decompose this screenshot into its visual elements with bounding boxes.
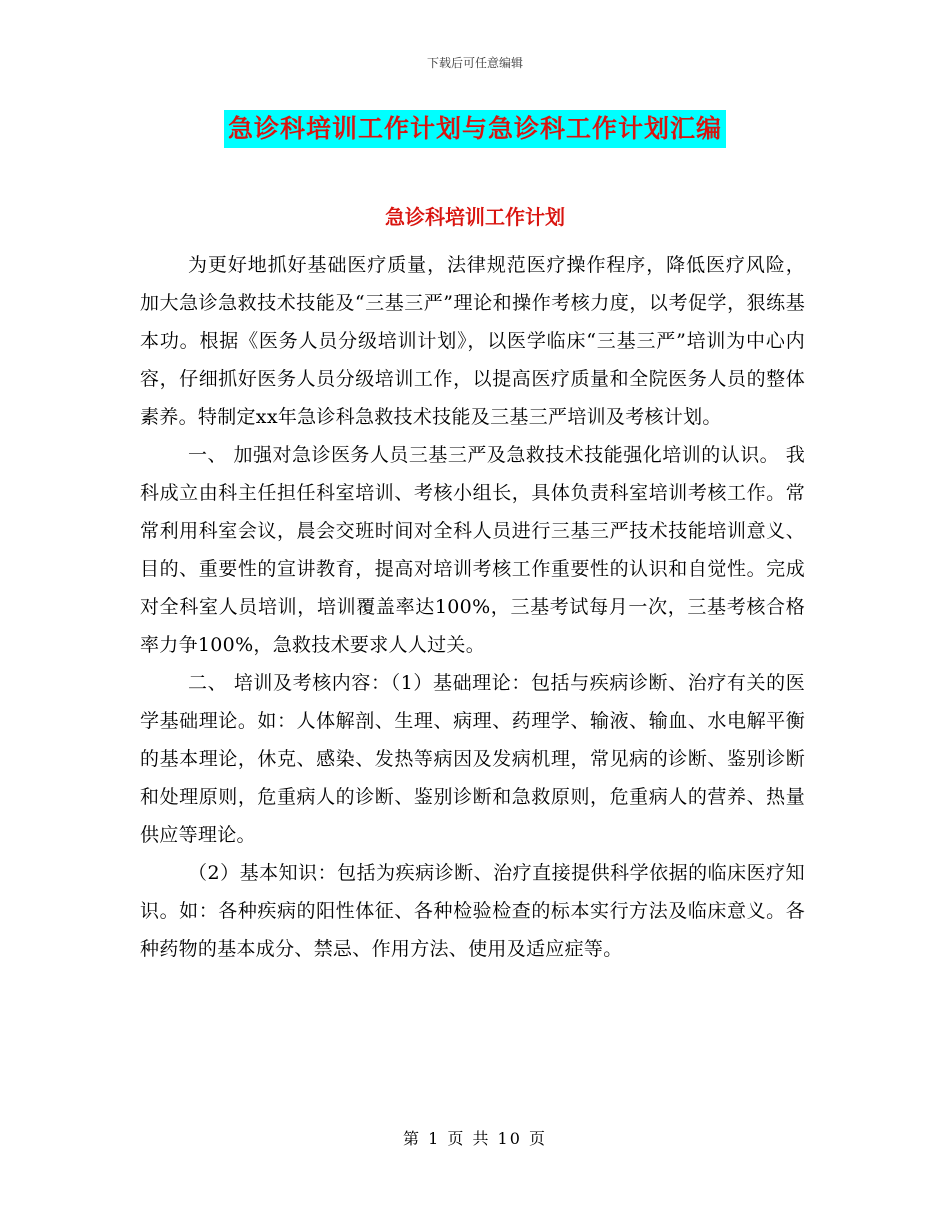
paragraph-section-2: 二、 培训及考核内容：（1）基础理论：包括与疾病诊断、治疗有关的医学基础理论。如：人体解剖、生理、病理、药理学、输液、输血、水电解平衡的基本理论，休克、感染、发热等病因及发病机理，常见病的诊断、鉴别诊断和处理原则，危重病人的诊断、鉴别诊断和急救原则，危重病人的营养、热量供应等理论。	[140, 672, 805, 846]
body-text	[140, 246, 805, 968]
header-note: 下载后可任意编辑	[426, 56, 523, 70]
paragraph-section-2-basic-knowledge: （2）基本知识：包括为疾病诊断、治疗直接提供科学依据的临床医疗知识。如：各种疾病的阳性体征、各种检验检查的标本实行方法及临床意义。各种药物的基本成分、禁忌、作用方法、使用及适应症等。	[140, 862, 805, 960]
main-title-container	[0, 110, 950, 148]
paragraph-section-1: 一、 加强对急诊医务人员三基三严及急救技术技能强化培训的认识。 我科成立由科主任担任科室培训、考核小组长，具体负责科室培训考核工作。常常利用科室会议，晨会交班时间对全科人员进行三基三严技术技能培训意义、目的、重要性的宣讲教育，提高对培训考核工作重要性的认识和自觉性。完成对全科室人员培训，培训覆盖率达100%，三基考试每月一次，三基考核合格率力争100%，急救技术要求人人过关。	[140, 444, 805, 656]
main-title: 急诊科培训工作计划与急诊科工作计划汇编	[224, 110, 726, 148]
paragraph-intro: 为更好地抓好基础医疗质量，法律规范医疗操作程序，降低医疗风险，加大急诊急救技术技能及“三基三严”理论和操作考核力度，以考促学，狠练基本功。根据《医务人员分级培训计划》，以医学临床“三基三严”培训为中心内容，仔细抓好医务人员分级培训工作，以提高医疗质量和全院医务人员的整体素养。特制定xx年急诊科急救技术技能及三基三严培训及考核计划。	[140, 254, 805, 428]
page-footer: 第 1 页 共 10 页	[403, 1129, 547, 1148]
section-title: 急诊科培训工作计划	[385, 205, 565, 229]
